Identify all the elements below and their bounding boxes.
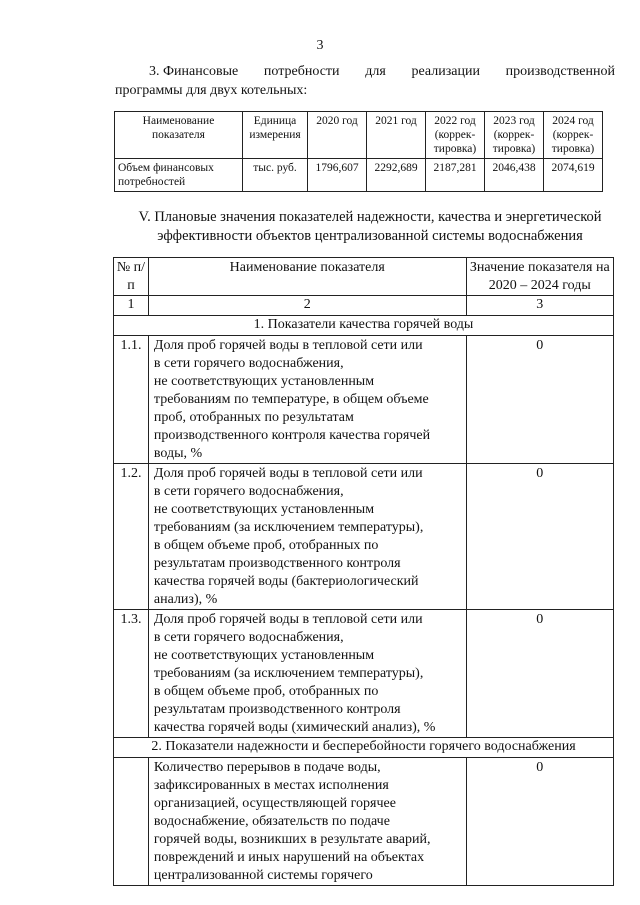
section-3-heading — [115, 62, 615, 100]
section-1-title: 1. Показатели качества горячей воды — [114, 316, 614, 336]
row-name: Доля проб горячей воды в тепловой сети или в сети горячего водоснабжения, не соответствующих установленным требованиям (за исключением температуры), в общем объеме проб, отобранных по результатам производственного контроля качества горячей воды (химический анализ), % — [148, 610, 466, 738]
row-value: 0 — [466, 758, 613, 886]
heading-word: 3. Финансовые — [149, 64, 239, 79]
row-number: 1.2. — [114, 464, 149, 610]
row-number — [114, 758, 149, 886]
finance-header-2023: 2023 год (коррек-тировка) — [485, 112, 544, 159]
row-name: Доля проб горячей воды в тепловой сети или в сети горячего водоснабжения, не соответствующих установленным требованиям по температуре, в общем объеме проб, отобранных по результатам производственного контроля качества горячей воды, % — [148, 336, 466, 464]
finance-header-2020: 2020 год — [308, 112, 367, 159]
finance-row-name: Объем финансовых потребностей — [115, 159, 243, 192]
row-number: 1.3. — [114, 610, 149, 738]
row-name: Количество перерывов в подаче воды, зафиксированных в местах исполнения организацией, осуществляющей горячее водоснабжение, обязательств по подаче горячей воды, возникших в результате аварий, повреждений и иных нарушений на объектах централизованной системы горячего — [148, 758, 466, 886]
indicators-table — [113, 257, 614, 886]
finance-header-unit: Единица измерения — [243, 112, 308, 159]
heading-word: реализации — [411, 64, 480, 79]
finance-value-2024: 2074,619 — [544, 159, 603, 192]
row-name: Доля проб горячей воды в тепловой сети или в сети горячего водоснабжения, не соответствующих установленным требованиям (за исключением температуры), в общем объеме проб, отобранных по результатам производственного контроля качества горячей воды (бактериологический анализ), % — [148, 464, 466, 610]
table-row — [115, 159, 603, 192]
heading-word: производственной — [505, 64, 615, 79]
column-number: 3 — [466, 296, 613, 316]
finance-table-header-row — [115, 112, 603, 159]
table-row — [114, 464, 614, 610]
section-5-heading: V. Плановые значения показателей надежности, качества и энергетической эффективности объектов централизованной системы водоснабжения — [138, 209, 602, 244]
finance-value-2021: 2292,689 — [367, 159, 426, 192]
indicators-header-value: Значение показателя на 2020 – 2024 годы — [466, 258, 613, 296]
finance-row-unit: тыс. руб. — [243, 159, 308, 192]
finance-header-2022: 2022 год (коррек-тировка) — [426, 112, 485, 159]
finance-value-2022: 2187,281 — [426, 159, 485, 192]
finance-header-name: Наименование показателя — [115, 112, 243, 159]
row-value: 0 — [466, 336, 613, 464]
column-number: 2 — [148, 296, 466, 316]
table-row — [114, 758, 614, 886]
row-number: 1.1. — [114, 336, 149, 464]
heading-word: для — [365, 64, 386, 79]
indicators-header-num: № п/п — [114, 258, 149, 296]
column-numbers-row — [114, 296, 614, 316]
heading-word: потребности — [263, 64, 340, 79]
row-value: 0 — [466, 464, 613, 610]
table-row — [114, 610, 614, 738]
section-2-title: 2. Показатели надежности и бесперебойности горячего водоснабжения — [114, 738, 614, 758]
section-2-title-row — [114, 738, 614, 758]
finance-table — [114, 111, 603, 192]
finance-header-2024: 2024 год (коррек-тировка) — [544, 112, 603, 159]
finance-value-2020: 1796,607 — [308, 159, 367, 192]
indicators-header-name: Наименование показателя — [148, 258, 466, 296]
table-row — [114, 336, 614, 464]
section-3-heading-line-1 — [115, 62, 615, 81]
section-3-heading-line-2: программы для двух котельных: — [115, 83, 308, 98]
column-number: 1 — [114, 296, 149, 316]
finance-value-2023: 2046,438 — [485, 159, 544, 192]
page-number: 3 — [316, 38, 324, 53]
row-value: 0 — [466, 610, 613, 738]
section-1-title-row — [114, 316, 614, 336]
indicators-header-row — [114, 258, 614, 296]
finance-header-2021: 2021 год — [367, 112, 426, 159]
